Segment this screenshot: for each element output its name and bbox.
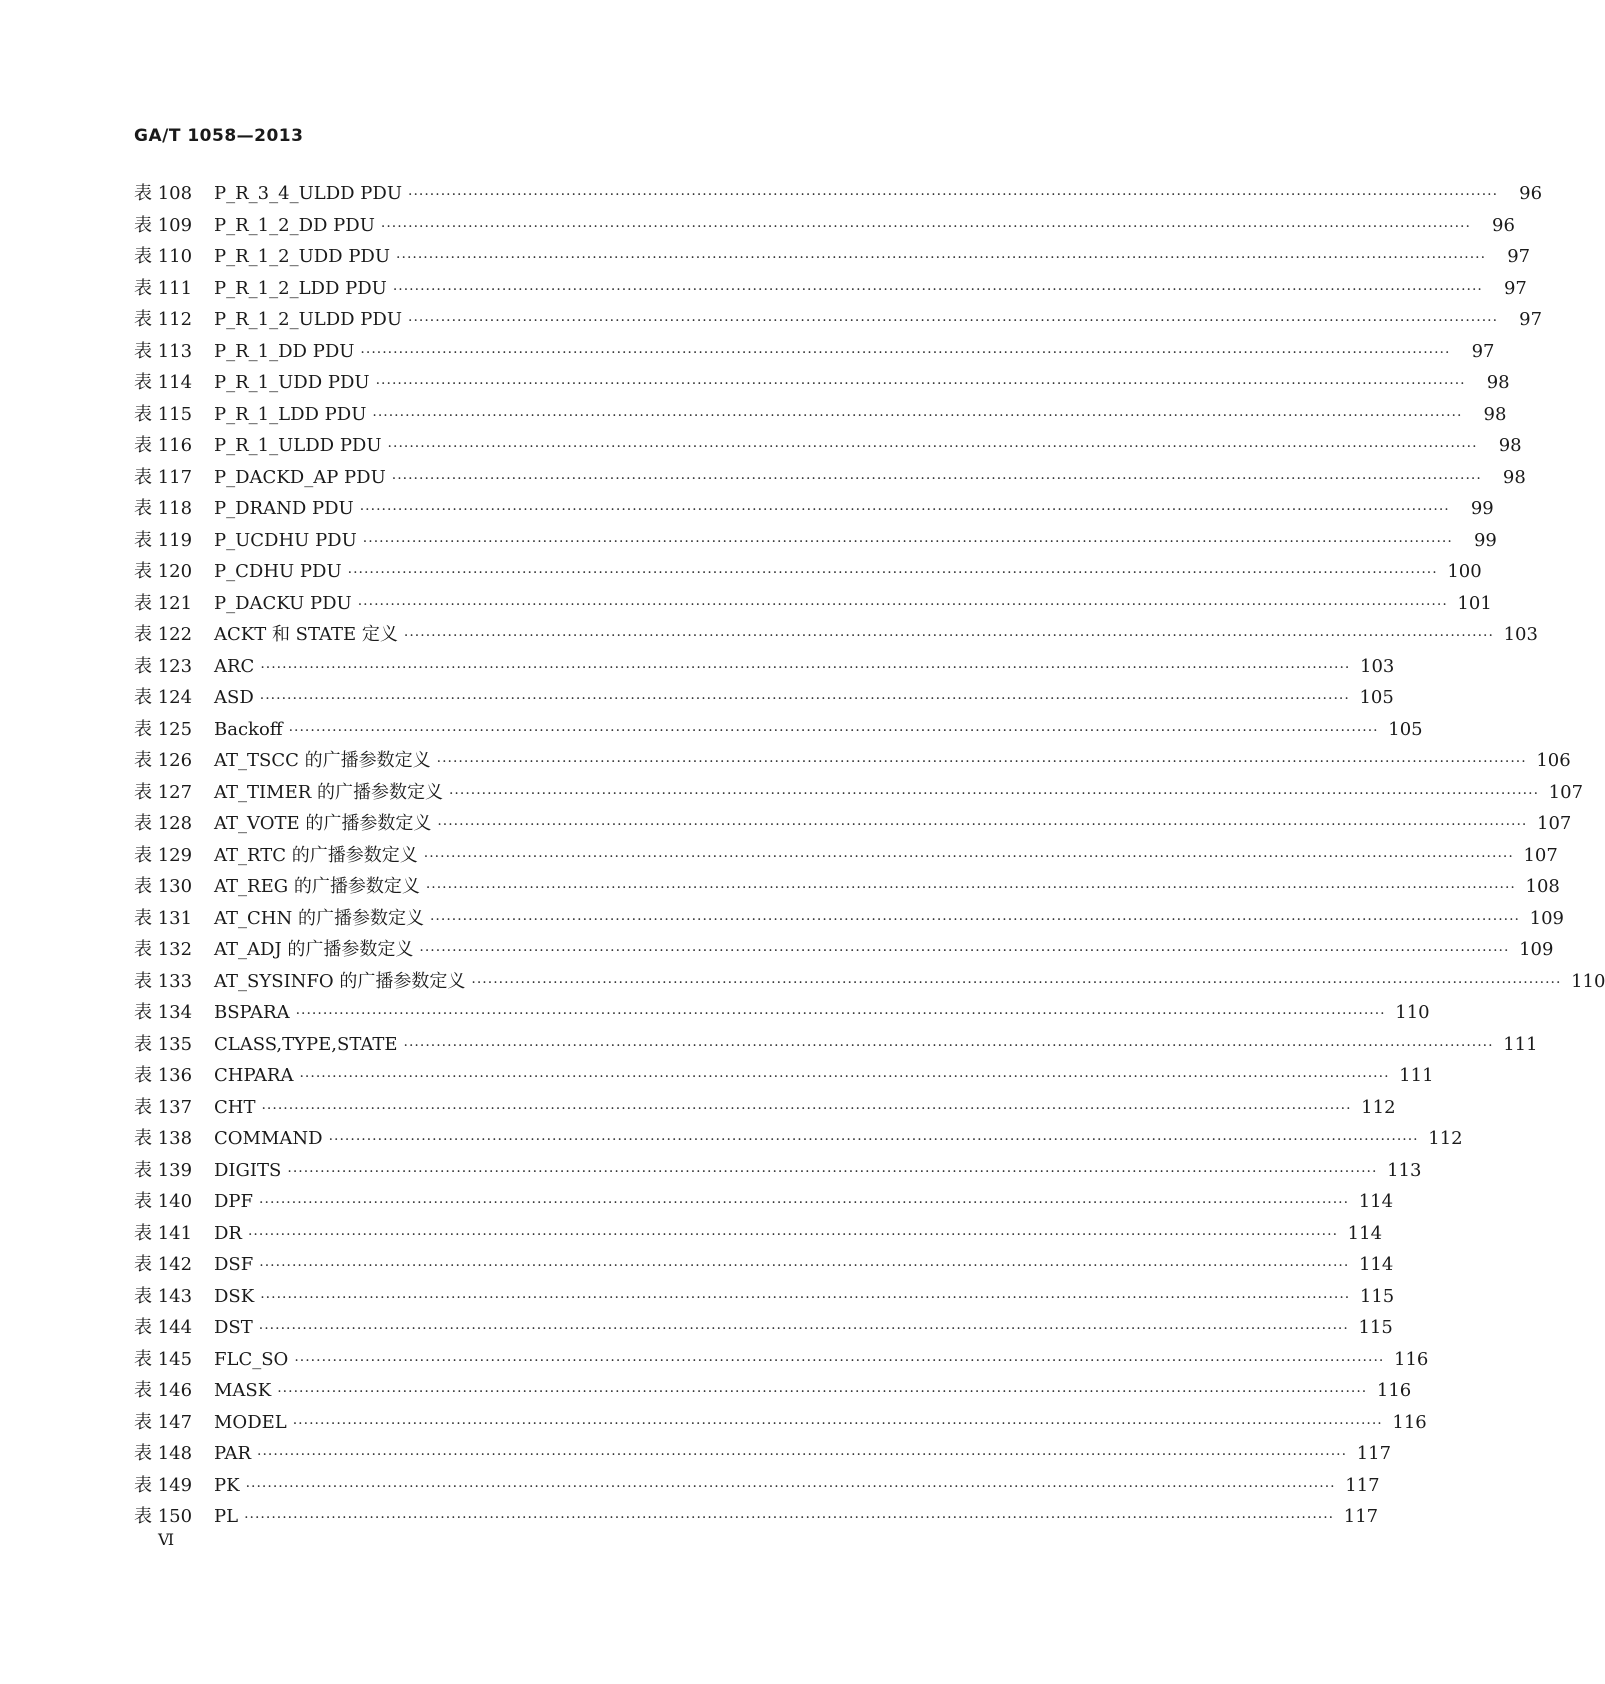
toc-entry[interactable] [134,840,1558,872]
toc-entry-label: 表 139 [134,1159,193,1181]
toc-entry-title: P_R_3_4_ULDD PDU [214,183,402,204]
toc-entry-page: 115 [1359,1285,1395,1307]
dot-leader: ········································································································································································································ [347,565,1438,581]
dot-leader: ········································································································································································································ [259,691,1350,707]
dot-leader: ········································································································································································································ [375,376,1466,392]
toc-entry-title: AT_SYSINFO 的广播参数定义 [214,970,466,992]
dot-leader: ········································································································································································································ [328,1132,1419,1148]
dot-leader: ········································································································································································································ [392,281,1483,298]
toc-entry-label: 表 112 [134,309,193,330]
dot-leader: ········································································································································································································ [260,659,1351,676]
toc-entry[interactable] [134,871,1560,903]
toc-entry-label: 表 110 [134,246,193,267]
dot-leader: ········································································································································································································ [387,439,1478,455]
toc-entry[interactable] [134,903,1565,935]
toc-entry-label: 表 113 [134,340,193,362]
page-number: Ⅵ [158,1530,175,1549]
toc-entry[interactable] [134,1375,1412,1407]
toc-entry-label: 表 128 [134,813,193,834]
toc-entry-title: P_R_1_ULDD PDU [214,435,382,456]
toc-entry-label: 表 122 [134,624,193,645]
toc-entry-label: 表 148 [134,1443,193,1464]
toc-entry-label: 表 150 [134,1506,193,1527]
toc-entry[interactable] [134,1249,1394,1281]
toc-entry[interactable] [134,1470,1380,1502]
toc-entry-page: 101 [1457,592,1492,614]
dot-leader: ········································································································································································································ [436,754,1527,770]
toc-entry-title: DSK [214,1285,255,1307]
toc-entry-title: DR [214,1222,242,1244]
toc-entry-page: 96 [1519,183,1543,204]
toc-entry-title: AT_VOTE 的广播参数定义 [214,813,432,834]
toc-entry-page: 98 [1502,466,1526,488]
toc-entry-title: P_R_1_2_DD PDU [214,214,375,236]
toc-entry[interactable] [134,588,1492,620]
dot-leader: ········································································································································································································ [245,1478,1336,1495]
toc-entry-page: 98 [1483,403,1507,425]
toc-entry-title: MASK [214,1380,272,1401]
toc-entry-page: 110 [1571,970,1605,992]
toc-entry-page: 100 [1447,561,1482,582]
toc-entry[interactable] [134,1312,1393,1344]
toc-entry-page: 107 [1548,781,1584,803]
dot-leader: ········································································································································································································ [391,470,1482,487]
toc-entry-label: 表 119 [134,529,193,551]
toc-entry[interactable] [134,273,1527,305]
toc-entry[interactable] [134,1029,1538,1061]
toc-entry-label: 表 108 [134,183,193,204]
toc-entry-title: P_R_1_LDD PDU [214,403,367,425]
toc-entry[interactable] [134,1218,1383,1250]
toc-entry-title: PAR [214,1443,252,1464]
toc-entry-title: CLASS,TYPE,STATE [214,1033,398,1055]
toc-entry[interactable] [134,430,1522,462]
dot-leader: ········································································································································································································ [423,848,1514,865]
toc-entry[interactable] [134,462,1526,494]
dot-leader: ········································································································································································································ [277,1384,1368,1400]
toc-entry-page: 98 [1498,435,1522,456]
toc-entry-title: COMMAND [214,1128,323,1149]
toc-entry-label: 表 109 [134,214,193,236]
toc-entry[interactable] [134,682,1394,714]
toc-entry[interactable] [134,1060,1434,1092]
toc-entry-label: 表 134 [134,1002,193,1023]
toc-entry-page: 107 [1537,813,1572,834]
toc-entry-label: 表 124 [134,687,193,708]
toc-entry-page: 97 [1471,340,1495,362]
toc-entry-page: 97 [1519,309,1543,330]
toc-entry-title: P_CDHU PDU [214,561,342,582]
toc-entry-label: 表 137 [134,1096,193,1118]
toc-entry-title: ARC [214,655,255,677]
toc-entry[interactable] [134,808,1572,840]
dot-leader: ········································································································································································································ [372,407,1463,424]
toc-entry[interactable] [134,1501,1379,1533]
toc-entry-page: 99 [1470,498,1494,519]
toc-entry[interactable] [134,178,1543,210]
dot-leader: ········································································································································································································ [408,187,1499,203]
toc-entry-page: 117 [1343,1506,1379,1527]
dot-leader: ········································································································································································································ [261,1100,1352,1117]
toc-entry-page: 109 [1519,939,1554,960]
toc-entry-page: 114 [1358,1191,1394,1212]
document-header: GA/T 1058—2013 [134,126,304,146]
dot-leader: ········································································································································································································ [260,1289,1351,1306]
toc-entry-title: P_DRAND PDU [214,498,354,519]
toc-entry-label: 表 142 [134,1254,193,1275]
toc-entry-title: BSPARA [214,1002,290,1023]
dot-leader: ········································································································································································································ [247,1226,1339,1243]
toc-entry-page: 103 [1360,655,1395,677]
toc-entry[interactable] [134,1155,1422,1187]
toc-entry-title: AT_RTC 的广播参数定义 [214,844,418,866]
toc-entry-label: 表 145 [134,1348,193,1370]
toc-entry[interactable] [134,997,1430,1029]
toc-entry-title: ASD [214,687,254,708]
dot-leader: ········································································································································································································ [437,817,1528,833]
toc-entry[interactable] [134,367,1510,399]
toc-entry[interactable] [134,1407,1427,1439]
toc-entry[interactable] [134,1344,1429,1376]
toc-entry[interactable] [134,399,1507,431]
dot-leader: ········································································································································································································ [259,1195,1350,1211]
toc-entry[interactable] [134,1438,1392,1470]
toc-entry-page: 108 [1525,876,1560,897]
dot-leader: ········································································································································································································ [288,722,1379,739]
dot-leader: ········································································································································································································ [295,1006,1386,1022]
toc-entry-label: 表 141 [134,1222,193,1244]
toc-entry-label: 表 118 [134,498,193,519]
toc-entry-title: P_R_1_2_ULDD PDU [214,309,402,330]
toc-entry-title: PK [214,1474,240,1496]
toc-entry-title: CHPARA [214,1065,294,1086]
toc-entry-title: PL [214,1506,239,1527]
toc-entry-title: CHT [214,1096,256,1118]
toc-entry-page: 112 [1428,1128,1463,1149]
toc-entry-label: 表 131 [134,907,193,929]
table-of-contents [134,178,1605,1533]
toc-entry-title: ACKT 和 STATE 定义 [214,624,398,645]
toc-entry-label: 表 143 [134,1285,193,1307]
toc-entry-page: 99 [1473,529,1497,551]
toc-entry[interactable] [134,651,1395,683]
toc-entry-label: 表 116 [134,435,193,456]
dot-leader: ········································································································································································································ [258,1321,1349,1337]
toc-entry-label: 表 126 [134,750,193,771]
toc-entry-page: 98 [1486,372,1510,393]
toc-entry-page: 117 [1345,1474,1380,1496]
toc-entry-label: 表 117 [134,466,193,488]
toc-entry[interactable] [134,619,1538,651]
toc-entry-title: P_DACKU PDU [214,592,352,614]
dot-leader: ········································································································································································································ [471,974,1562,991]
toc-entry-label: 表 133 [134,970,193,992]
dot-leader: ········································································································································································································ [425,880,1516,896]
dot-leader: ········································································································································································································ [362,533,1453,550]
toc-entry-label: 表 149 [134,1474,193,1496]
toc-entry[interactable] [134,1123,1463,1155]
toc-entry[interactable] [134,210,1515,242]
toc-entry-page: 97 [1507,246,1531,267]
dot-leader: ········································································································································································································ [244,1510,1335,1526]
toc-entry-page: 111 [1503,1033,1538,1055]
toc-entry[interactable] [134,1092,1396,1124]
toc-entry-page: 114 [1347,1222,1383,1244]
toc-entry[interactable] [134,934,1554,966]
toc-entry-label: 表 130 [134,876,193,897]
toc-entry-title: DST [214,1317,253,1338]
toc-entry-page: 103 [1503,624,1538,645]
toc-entry-label: 表 121 [134,592,193,614]
dot-leader: ········································································································································································································ [359,502,1450,518]
toc-entry-title: AT_TSCC 的广播参数定义 [214,750,431,771]
toc-entry-page: 116 [1376,1380,1412,1401]
toc-entry[interactable] [134,1186,1394,1218]
toc-entry-page: 112 [1361,1096,1396,1118]
toc-entry-label: 表 115 [134,403,193,425]
toc-entry-page: 105 [1388,718,1423,740]
toc-entry[interactable] [134,241,1531,273]
toc-entry-label: 表 129 [134,844,193,866]
toc-entry-label: 表 144 [134,1317,193,1338]
toc-entry-page: 107 [1523,844,1558,866]
dot-leader: ········································································································································································································ [448,785,1540,802]
toc-entry-label: 表 123 [134,655,193,677]
toc-entry-label: 表 147 [134,1411,193,1433]
toc-entry-page: 115 [1358,1317,1393,1338]
toc-entry-label: 表 125 [134,718,193,740]
toc-entry-label: 表 140 [134,1191,193,1212]
toc-entry[interactable] [134,745,1571,777]
dot-leader: ········································································································································································································ [396,250,1487,266]
toc-entry-title: FLC_SO [214,1348,289,1370]
toc-entry[interactable] [134,966,1605,998]
toc-entry-label: 表 135 [134,1033,193,1055]
toc-entry[interactable] [134,336,1495,368]
toc-entry-title: P_DACKD_AP PDU [214,466,386,488]
dot-leader: ········································································································································································································ [299,1069,1390,1085]
dot-leader: ········································································································································································································ [380,218,1471,235]
toc-entry-page: 110 [1395,1002,1430,1023]
toc-entry[interactable] [134,1281,1395,1313]
dot-leader: ········································································································································································································ [257,1447,1348,1463]
toc-entry-title: AT_REG 的广播参数定义 [214,876,420,897]
dot-leader: ········································································································································································································ [403,1037,1494,1054]
toc-entry[interactable] [134,525,1497,557]
toc-entry-title: DPF [214,1191,254,1212]
toc-entry-page: 106 [1536,750,1571,771]
toc-entry[interactable] [134,493,1494,525]
dot-leader: ········································································································································································································ [357,596,1448,613]
toc-entry-page: 97 [1503,277,1527,299]
toc-entry-title: DSF [214,1254,254,1275]
dot-leader: ········································································································································································································ [292,1415,1383,1432]
toc-entry[interactable] [134,304,1543,336]
toc-entry-page: 114 [1358,1254,1394,1275]
toc-entry-page: 109 [1529,907,1565,929]
toc-entry-title: Backoff [214,718,283,740]
toc-entry-page: 113 [1387,1159,1422,1181]
toc-entry-page: 116 [1394,1348,1429,1370]
toc-entry-label: 表 138 [134,1128,193,1149]
dot-leader: ········································································································································································································ [408,313,1499,329]
toc-entry-label: 表 114 [134,372,193,393]
toc-entry-title: AT_CHN 的广播参数定义 [214,907,424,929]
toc-entry-title: P_UCDHU PDU [214,529,357,551]
toc-entry-title: AT_TIMER 的广播参数定义 [214,781,443,803]
toc-entry-title: P_R_1_2_LDD PDU [214,277,387,299]
toc-entry-page: 111 [1399,1065,1434,1086]
dot-leader: ········································································································································································································ [287,1163,1378,1180]
toc-entry-page: 96 [1492,214,1515,236]
toc-entry-label: 表 120 [134,561,193,582]
toc-entry-page: 105 [1359,687,1394,708]
toc-entry-title: DIGITS [214,1159,282,1181]
dot-leader: ········································································································································································································ [429,911,1521,928]
toc-entry-page: 116 [1392,1411,1427,1433]
dot-leader: ········································································································································································································ [419,943,1510,959]
dot-leader: ········································································································································································································ [294,1352,1385,1369]
toc-entry-title: P_R_1_DD PDU [214,340,355,362]
toc-entry[interactable] [134,714,1423,746]
toc-entry-label: 表 146 [134,1380,193,1401]
dot-leader: ········································································································································································································ [259,1258,1350,1274]
toc-entry-title: P_R_1_UDD PDU [214,372,370,393]
toc-entry-label: 表 127 [134,781,193,803]
dot-leader: ········································································································································································································ [403,628,1494,644]
toc-entry-label: 表 111 [134,277,193,299]
toc-entry-page: 117 [1356,1443,1392,1464]
toc-entry-label: 表 136 [134,1065,193,1086]
toc-entry-title: P_R_1_2_UDD PDU [214,246,391,267]
toc-entry-title: AT_ADJ 的广播参数定义 [214,939,414,960]
toc-entry[interactable] [134,777,1584,809]
toc-entry-label: 表 132 [134,939,193,960]
dot-leader: ········································································································································································································ [360,344,1451,361]
toc-entry-title: MODEL [214,1411,287,1433]
toc-entry[interactable] [134,556,1482,588]
